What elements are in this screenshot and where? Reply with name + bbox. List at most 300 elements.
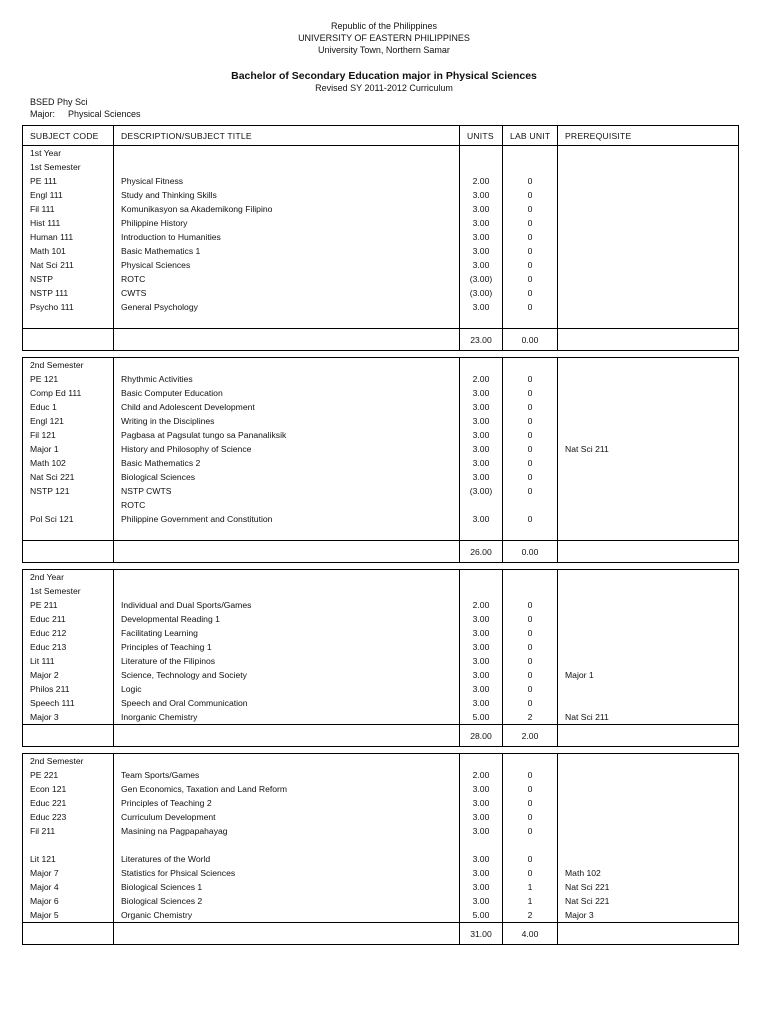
- column-header-units: UNITS: [460, 126, 503, 146]
- semester-label: 1st Semester: [23, 160, 114, 174]
- subject-code: Math 102: [23, 456, 114, 470]
- semester-label: 2nd Semester: [23, 358, 114, 373]
- subject-code: PE 121: [23, 372, 114, 386]
- subject-code: [23, 498, 114, 512]
- empty-cell: [114, 160, 460, 174]
- subject-code: Fil 211: [23, 824, 114, 838]
- units-value: 3.00: [460, 682, 503, 696]
- subject-code: Nat Sci 211: [23, 258, 114, 272]
- subject-title: Biological Sciences: [114, 470, 460, 484]
- lab-unit-value: 0: [503, 272, 558, 286]
- subject-title: Logic: [114, 682, 460, 696]
- subject-code: Educ 223: [23, 810, 114, 824]
- prerequisite-value: [558, 782, 739, 796]
- lab-unit-value: 0: [503, 174, 558, 188]
- prerequisite-value: [558, 470, 739, 484]
- course-row: [23, 640, 739, 654]
- units-value: 3.00: [460, 230, 503, 244]
- prerequisite-value: Math 102: [558, 866, 739, 880]
- empty-cell: [558, 570, 739, 585]
- units-value: 2.00: [460, 372, 503, 386]
- lab-unit-value: 0: [503, 386, 558, 400]
- lab-unit-value: 0: [503, 230, 558, 244]
- program-code: BSED Phy Sci: [30, 97, 88, 107]
- prerequisite-value: Nat Sci 211: [558, 442, 739, 456]
- course-row: [23, 286, 739, 300]
- lab-unit-value: 0: [503, 696, 558, 710]
- column-header-lab: LAB UNIT: [503, 126, 558, 146]
- units-value: 3.00: [460, 300, 503, 314]
- subject-title: Literatures of the World: [114, 852, 460, 866]
- year-row: [23, 570, 739, 585]
- course-row: [23, 414, 739, 428]
- units-value: [460, 526, 503, 541]
- lab-unit-value: 0: [503, 852, 558, 866]
- empty-cell: [503, 146, 558, 161]
- units-value: 3.00: [460, 852, 503, 866]
- empty-cell: [114, 329, 460, 351]
- course-row: [23, 894, 739, 908]
- lab-unit-value: 0: [503, 626, 558, 640]
- empty-cell: [460, 584, 503, 598]
- subject-title: [114, 838, 460, 852]
- lab-unit-value: [503, 526, 558, 541]
- lab-unit-value: 0: [503, 258, 558, 272]
- lab-unit-value: 1: [503, 894, 558, 908]
- lab-unit-value: 0: [503, 866, 558, 880]
- prerequisite-value: [558, 696, 739, 710]
- subject-title: Philippine History: [114, 216, 460, 230]
- course-row: [23, 498, 739, 512]
- units-value: 3.00: [460, 470, 503, 484]
- subject-code: PE 211: [23, 598, 114, 612]
- total-lab-units: 0.00: [503, 329, 558, 351]
- empty-cell: [114, 754, 460, 769]
- subject-code: Major 7: [23, 866, 114, 880]
- course-row: [23, 272, 739, 286]
- units-value: 3.00: [460, 654, 503, 668]
- subject-title: [114, 314, 460, 329]
- prerequisite-value: [558, 272, 739, 286]
- course-row: [23, 682, 739, 696]
- lab-unit-value: 0: [503, 484, 558, 498]
- course-row: [23, 668, 739, 682]
- gap-cell: [460, 563, 503, 570]
- gap-cell: [558, 747, 739, 754]
- prerequisite-value: [558, 498, 739, 512]
- units-value: [460, 314, 503, 329]
- course-row: [23, 484, 739, 498]
- prerequisite-value: [558, 526, 739, 541]
- subject-title: Writing in the Disciplines: [114, 414, 460, 428]
- units-value: (3.00): [460, 484, 503, 498]
- subject-code: Comp Ed 111: [23, 386, 114, 400]
- subject-title: Curriculum Development: [114, 810, 460, 824]
- course-row: [23, 442, 739, 456]
- lab-unit-value: 0: [503, 654, 558, 668]
- subject-code: Hist 111: [23, 216, 114, 230]
- subject-code: Econ 121: [23, 782, 114, 796]
- gap-cell: [503, 351, 558, 358]
- gap-cell: [114, 563, 460, 570]
- section-gap: [23, 563, 739, 570]
- prerequisite-value: [558, 188, 739, 202]
- semester-label: 1st Semester: [23, 584, 114, 598]
- units-value: 3.00: [460, 258, 503, 272]
- subject-code: [23, 526, 114, 541]
- prerequisite-value: [558, 654, 739, 668]
- year-row: [23, 146, 739, 161]
- empty-cell: [558, 146, 739, 161]
- subject-title: Facilitating Learning: [114, 626, 460, 640]
- subject-title: NSTP CWTS: [114, 484, 460, 498]
- subject-code: Speech 111: [23, 696, 114, 710]
- subject-code: [23, 838, 114, 852]
- university-location: University Town, Northern Samar: [318, 45, 450, 55]
- empty-cell: [558, 358, 739, 373]
- lab-unit-value: 0: [503, 216, 558, 230]
- lab-unit-value: 0: [503, 470, 558, 484]
- course-row: [23, 258, 739, 272]
- lab-unit-value: 0: [503, 414, 558, 428]
- subject-title: Organic Chemistry: [114, 908, 460, 923]
- subject-code: Lit 121: [23, 852, 114, 866]
- column-header-code: SUBJECT CODE: [23, 126, 114, 146]
- units-value: 3.00: [460, 400, 503, 414]
- subject-title: Basic Mathematics 1: [114, 244, 460, 258]
- subject-title: Philippine Government and Constitution: [114, 512, 460, 526]
- prerequisite-value: [558, 824, 739, 838]
- semester-row: [23, 160, 739, 174]
- prerequisite-value: [558, 386, 739, 400]
- units-value: 3.00: [460, 244, 503, 258]
- course-row: [23, 824, 739, 838]
- units-value: 5.00: [460, 710, 503, 725]
- units-value: 3.00: [460, 612, 503, 626]
- gap-cell: [460, 747, 503, 754]
- gap-cell: [23, 563, 114, 570]
- prerequisite-value: [558, 682, 739, 696]
- subject-title: Gen Economics, Taxation and Land Reform: [114, 782, 460, 796]
- units-value: 3.00: [460, 202, 503, 216]
- course-row: [23, 810, 739, 824]
- total-units: 31.00: [460, 923, 503, 945]
- course-row: [23, 386, 739, 400]
- course-row: [23, 612, 739, 626]
- subject-code: Major 3: [23, 710, 114, 725]
- lab-unit-value: 0: [503, 768, 558, 782]
- subject-title: Pagbasa at Pagsulat tungo sa Pananaliksik: [114, 428, 460, 442]
- subject-code: Engl 111: [23, 188, 114, 202]
- semester-row: [23, 358, 739, 373]
- units-value: (3.00): [460, 272, 503, 286]
- subject-code: Educ 213: [23, 640, 114, 654]
- university-name: UNIVERSITY OF EASTERN PHILIPPINES: [298, 33, 470, 43]
- lab-unit-value: 0: [503, 598, 558, 612]
- units-value: 3.00: [460, 640, 503, 654]
- prerequisite-value: [558, 456, 739, 470]
- course-row: [23, 216, 739, 230]
- units-value: [460, 498, 503, 512]
- lab-unit-value: 0: [503, 244, 558, 258]
- empty-cell: [23, 541, 114, 563]
- subject-code: Major 6: [23, 894, 114, 908]
- semester-row: [23, 754, 739, 769]
- course-row: [23, 838, 739, 852]
- units-value: (3.00): [460, 286, 503, 300]
- empty-cell: [23, 923, 114, 945]
- units-value: 2.00: [460, 768, 503, 782]
- empty-cell: [114, 146, 460, 161]
- empty-cell: [114, 570, 460, 585]
- units-value: 2.00: [460, 174, 503, 188]
- units-value: 2.00: [460, 598, 503, 612]
- empty-cell: [503, 570, 558, 585]
- empty-cell: [558, 541, 739, 563]
- units-value: 3.00: [460, 414, 503, 428]
- gap-cell: [558, 563, 739, 570]
- lab-unit-value: 0: [503, 300, 558, 314]
- course-row: [23, 428, 739, 442]
- course-row: [23, 188, 739, 202]
- subject-title: Principles of Teaching 1: [114, 640, 460, 654]
- course-row: [23, 314, 739, 329]
- semester-total-row: [23, 541, 739, 563]
- subject-code: Human 111: [23, 230, 114, 244]
- subject-code: Educ 212: [23, 626, 114, 640]
- subject-title: General Psychology: [114, 300, 460, 314]
- course-row: [23, 654, 739, 668]
- lab-unit-value: [503, 838, 558, 852]
- curriculum-body: [23, 146, 739, 945]
- subject-code: Lit 111: [23, 654, 114, 668]
- prerequisite-value: [558, 512, 739, 526]
- semester-row: [23, 584, 739, 598]
- column-header-title: DESCRIPTION/SUBJECT TITLE: [114, 126, 460, 146]
- total-units: 26.00: [460, 541, 503, 563]
- empty-cell: [114, 541, 460, 563]
- subject-code: Major 2: [23, 668, 114, 682]
- prerequisite-value: Nat Sci 221: [558, 894, 739, 908]
- table-header-row: [23, 126, 739, 146]
- major-value: Physical Sciences: [68, 109, 141, 119]
- prerequisite-value: [558, 414, 739, 428]
- curriculum-table: [22, 125, 739, 945]
- gap-cell: [460, 351, 503, 358]
- subject-title: Introduction to Humanities: [114, 230, 460, 244]
- year-label: 2nd Year: [23, 570, 114, 585]
- units-value: 3.00: [460, 626, 503, 640]
- prerequisite-value: [558, 796, 739, 810]
- empty-cell: [558, 923, 739, 945]
- lab-unit-value: 0: [503, 640, 558, 654]
- prerequisite-value: [558, 838, 739, 852]
- subject-title: Literature of the Filipinos: [114, 654, 460, 668]
- units-value: 3.00: [460, 880, 503, 894]
- subject-code: Math 101: [23, 244, 114, 258]
- lab-unit-value: 0: [503, 202, 558, 216]
- prerequisite-value: [558, 216, 739, 230]
- lab-unit-value: 0: [503, 810, 558, 824]
- empty-cell: [460, 358, 503, 373]
- subject-title: Inorganic Chemistry: [114, 710, 460, 725]
- subject-title: Developmental Reading 1: [114, 612, 460, 626]
- units-value: 3.00: [460, 456, 503, 470]
- semester-total-row: [23, 725, 739, 747]
- subject-code: Educ 221: [23, 796, 114, 810]
- units-value: 3.00: [460, 386, 503, 400]
- course-row: [23, 174, 739, 188]
- prerequisite-value: [558, 626, 739, 640]
- course-row: [23, 300, 739, 314]
- lab-unit-value: 0: [503, 442, 558, 456]
- subject-code: Engl 121: [23, 414, 114, 428]
- course-row: [23, 372, 739, 386]
- course-row: [23, 768, 739, 782]
- lab-unit-value: [503, 498, 558, 512]
- major-label: Major:: [30, 109, 56, 119]
- subject-code: [23, 314, 114, 329]
- subject-title: [114, 526, 460, 541]
- lab-unit-value: 0: [503, 612, 558, 626]
- lab-unit-value: 0: [503, 456, 558, 470]
- subject-title: Physical Sciences: [114, 258, 460, 272]
- empty-cell: [503, 358, 558, 373]
- course-row: [23, 244, 739, 258]
- empty-cell: [114, 584, 460, 598]
- course-row: [23, 782, 739, 796]
- units-value: 3.00: [460, 894, 503, 908]
- course-row: [23, 400, 739, 414]
- units-value: 3.00: [460, 696, 503, 710]
- subject-title: Rhythmic Activities: [114, 372, 460, 386]
- subject-code: Major 5: [23, 908, 114, 923]
- semester-label: 2nd Semester: [23, 754, 114, 769]
- subject-code: PE 221: [23, 768, 114, 782]
- lab-unit-value: 0: [503, 824, 558, 838]
- lab-unit-value: [503, 314, 558, 329]
- subject-code: Fil 121: [23, 428, 114, 442]
- course-row: [23, 880, 739, 894]
- total-lab-units: 2.00: [503, 725, 558, 747]
- course-row: [23, 470, 739, 484]
- lab-unit-value: 0: [503, 372, 558, 386]
- semester-total-row: [23, 923, 739, 945]
- lab-unit-value: 2: [503, 710, 558, 725]
- units-value: 3.00: [460, 866, 503, 880]
- empty-cell: [558, 329, 739, 351]
- units-value: 5.00: [460, 908, 503, 923]
- prerequisite-value: [558, 174, 739, 188]
- subject-title: Principles of Teaching 2: [114, 796, 460, 810]
- subject-title: Individual and Dual Sports/Games: [114, 598, 460, 612]
- gap-cell: [23, 747, 114, 754]
- subject-title: Biological Sciences 2: [114, 894, 460, 908]
- subject-title: Speech and Oral Communication: [114, 696, 460, 710]
- units-value: 3.00: [460, 796, 503, 810]
- lab-unit-value: 0: [503, 400, 558, 414]
- subject-title: Child and Adolescent Development: [114, 400, 460, 414]
- lab-unit-value: 1: [503, 880, 558, 894]
- course-row: [23, 696, 739, 710]
- prerequisite-value: [558, 300, 739, 314]
- course-row: [23, 710, 739, 725]
- prerequisite-value: [558, 768, 739, 782]
- empty-cell: [558, 725, 739, 747]
- units-value: 3.00: [460, 188, 503, 202]
- subject-code: Psycho 111: [23, 300, 114, 314]
- lab-unit-value: 0: [503, 668, 558, 682]
- subject-code: NSTP 121: [23, 484, 114, 498]
- units-value: 3.00: [460, 810, 503, 824]
- prerequisite-value: [558, 484, 739, 498]
- prerequisite-value: [558, 612, 739, 626]
- empty-cell: [114, 725, 460, 747]
- gap-cell: [114, 747, 460, 754]
- subject-code: PE 111: [23, 174, 114, 188]
- lab-unit-value: 0: [503, 428, 558, 442]
- republic-line: Republic of the Philippines: [330, 21, 438, 31]
- subject-title: ROTC: [114, 272, 460, 286]
- empty-cell: [114, 923, 460, 945]
- course-row: [23, 456, 739, 470]
- semester-total-row: [23, 329, 739, 351]
- subject-title: Science, Technology and Society: [114, 668, 460, 682]
- prerequisite-value: [558, 230, 739, 244]
- revision-line: Revised SY 2011-2012 Curriculum: [315, 83, 453, 93]
- lab-unit-value: 0: [503, 682, 558, 696]
- course-row: [23, 908, 739, 923]
- section-gap: [23, 747, 739, 754]
- prerequisite-value: Nat Sci 211: [558, 710, 739, 725]
- course-row: [23, 526, 739, 541]
- empty-cell: [460, 570, 503, 585]
- total-units: 28.00: [460, 725, 503, 747]
- gap-cell: [503, 563, 558, 570]
- prerequisite-value: [558, 810, 739, 824]
- subject-title: History and Philosophy of Science: [114, 442, 460, 456]
- empty-cell: [503, 584, 558, 598]
- subject-code: NSTP: [23, 272, 114, 286]
- prerequisite-value: [558, 286, 739, 300]
- course-row: [23, 866, 739, 880]
- units-value: [460, 838, 503, 852]
- section-gap: [23, 351, 739, 358]
- course-row: [23, 598, 739, 612]
- prerequisite-value: [558, 640, 739, 654]
- units-value: 3.00: [460, 668, 503, 682]
- empty-cell: [114, 358, 460, 373]
- subject-title: Physical Fitness: [114, 174, 460, 188]
- course-row: [23, 202, 739, 216]
- subject-title: Komunikasyon sa Akademikong Filipino: [114, 202, 460, 216]
- subject-title: CWTS: [114, 286, 460, 300]
- prerequisite-value: Major 3: [558, 908, 739, 923]
- subject-code: Educ 211: [23, 612, 114, 626]
- subject-code: Major 4: [23, 880, 114, 894]
- course-row: [23, 796, 739, 810]
- subject-title: Biological Sciences 1: [114, 880, 460, 894]
- prerequisite-value: [558, 852, 739, 866]
- empty-cell: [503, 160, 558, 174]
- subject-title: Masining na Pagpapahayag: [114, 824, 460, 838]
- empty-cell: [23, 329, 114, 351]
- year-label: 1st Year: [23, 146, 114, 161]
- prerequisite-value: [558, 598, 739, 612]
- prerequisite-value: [558, 314, 739, 329]
- empty-cell: [558, 160, 739, 174]
- prerequisite-value: [558, 428, 739, 442]
